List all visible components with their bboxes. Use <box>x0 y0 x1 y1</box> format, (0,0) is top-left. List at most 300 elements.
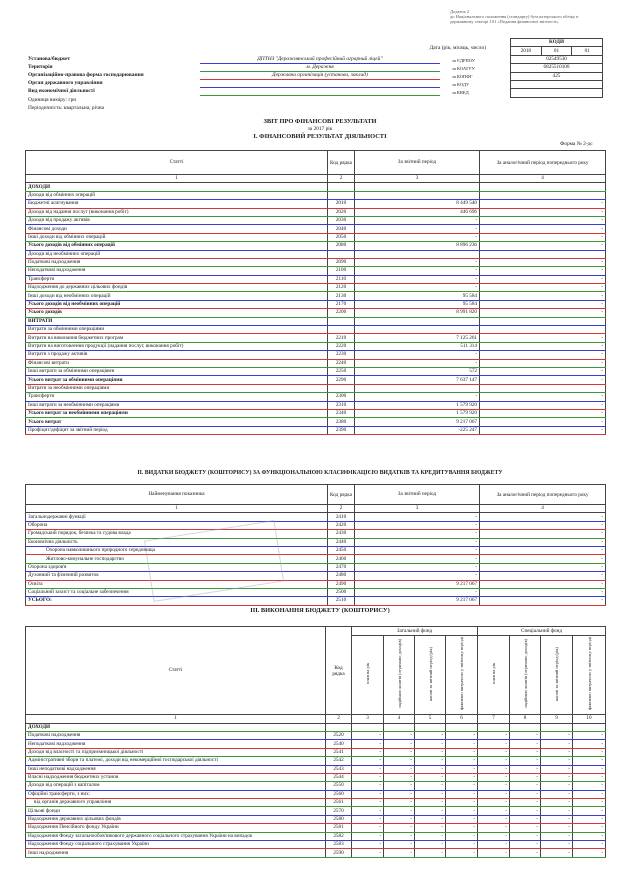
row-cell-value: - <box>573 757 606 765</box>
row-label: Охорона навколишнього природного середовища <box>26 546 328 554</box>
row-code: 2050 <box>328 233 355 241</box>
table-row <box>26 530 606 538</box>
row-cell-value: - <box>573 832 606 840</box>
row-cell-value: - <box>573 841 606 849</box>
row-cell-value: - <box>573 824 606 832</box>
row-cell-value: - <box>352 790 384 798</box>
row-cell-value: - <box>446 773 478 781</box>
section2-title: ІІ. ВИДАТКИ БЮДЖЕТУ (КОШТОРИСУ) ЗА ФУНКЦІОНАЛЬНОЮ КЛАСИФІКАЦІЄЮ ВИДАТКІВ ТА КРЕДИТУВАННЯ БЮДЖЕТУ <box>137 470 503 476</box>
table-row <box>26 546 606 554</box>
row-label: Усього доходів від необмінних операцій <box>26 300 328 308</box>
row-current-value: 8 991 820 <box>355 309 480 317</box>
row-cell-value: - <box>573 807 606 815</box>
row-code <box>328 317 355 325</box>
row-cell-value: - <box>510 824 541 832</box>
row-previous-value: - <box>480 580 606 588</box>
row-cell-value <box>415 723 446 731</box>
row-cell-value: - <box>541 773 573 781</box>
row-cell-value: - <box>352 849 384 857</box>
row-cell-value: - <box>541 782 573 790</box>
row-previous-value: - <box>480 426 606 434</box>
row-cell-value: - <box>478 782 510 790</box>
row-label: Соціальний захист та соціальне забезпечення <box>26 588 328 596</box>
row-previous-value: - <box>480 300 606 308</box>
row-code: 2390 <box>328 426 355 434</box>
row-previous-value: - <box>480 418 606 426</box>
row-cell-value: - <box>573 815 606 823</box>
row-previous-value: - <box>480 359 606 367</box>
row-cell-value: - <box>510 748 541 756</box>
row-label: ВИТРАТИ <box>26 317 328 325</box>
row-current-value: - <box>355 538 480 546</box>
row-cell-value: - <box>415 757 446 765</box>
row-cell-value: - <box>510 807 541 815</box>
row-label: Надходження Пенсійного фонду України <box>26 824 326 832</box>
row-label: Витрати на виконання бюджетних програм <box>26 334 328 342</box>
row-code: 2540 <box>326 740 352 748</box>
row-previous-value <box>480 250 606 258</box>
row-cell-value: - <box>446 731 478 739</box>
row-current-value <box>355 317 480 325</box>
t3-subheader <box>573 636 606 715</box>
row-code: 2490 <box>328 580 355 588</box>
corner-note <box>450 9 630 24</box>
org-field-label: Установа/бюджет <box>28 56 71 62</box>
row-label: Витрати з продажу активів <box>26 351 328 359</box>
row-cell-value: - <box>384 740 415 748</box>
row-code <box>328 326 355 334</box>
row-code: 2420 <box>328 521 355 529</box>
row-previous-value: - <box>480 367 606 375</box>
row-cell-value: - <box>415 782 446 790</box>
row-label: ДОХОДИ <box>26 183 328 191</box>
row-cell-value: - <box>384 773 415 781</box>
row-label: Витрати за обмінними операціями <box>26 326 328 334</box>
row-code: 2544 <box>326 773 352 781</box>
row-code: 2310 <box>328 401 355 409</box>
row-cell-value: - <box>541 748 573 756</box>
org-field-value: ДПТНЗ "Деражнянський професійний аграрний ліцей" <box>200 56 440 64</box>
row-cell-value: - <box>478 757 510 765</box>
row-label: Неподаткові надходження <box>26 740 326 748</box>
row-cell-value <box>446 723 478 731</box>
row-current-value: 7 125 261 <box>355 334 480 342</box>
code-koatuu: 6825510100 <box>511 64 603 72</box>
org-field-value <box>200 80 440 88</box>
row-cell-value: - <box>446 849 478 857</box>
row-cell-value: - <box>352 824 384 832</box>
row-cell-value: - <box>384 849 415 857</box>
table-row <box>26 326 606 334</box>
table-row <box>26 580 606 588</box>
row-cell-value: - <box>510 841 541 849</box>
row-cell-value: - <box>573 773 606 781</box>
row-label: Загальнодержавні функції <box>26 513 328 521</box>
t3-header-code: Код рядка <box>326 627 352 715</box>
row-cell-value: - <box>510 782 541 790</box>
row-code: 2080 <box>328 242 355 250</box>
row-cell-value: - <box>573 740 606 748</box>
code-kopfg: 425 <box>511 72 603 80</box>
row-code: 2170 <box>328 300 355 308</box>
row-label: Податкові надходження <box>26 731 326 739</box>
table-row <box>26 401 606 409</box>
table-row <box>26 284 606 292</box>
row-code: 2020 <box>328 208 355 216</box>
row-previous-value: - <box>480 597 606 605</box>
row-cell-value: - <box>446 832 478 840</box>
row-cell-value: - <box>541 824 573 832</box>
row-current-value: 511 314 <box>355 342 480 350</box>
row-cell-value: - <box>446 790 478 798</box>
t3-header-statti: Статті <box>26 627 326 715</box>
table-row <box>26 292 606 300</box>
t2-colnum-4: 4 <box>480 505 606 513</box>
row-label: Доходи від необмінних операцій <box>26 250 328 258</box>
row-cell-value: - <box>384 824 415 832</box>
row-cell-value: - <box>384 799 415 807</box>
row-label: Інші витрати за необмінними операціями <box>26 401 328 409</box>
row-previous-value: - <box>480 351 606 359</box>
row-label: Неподаткові надходження <box>26 267 328 275</box>
row-previous-value: - <box>480 284 606 292</box>
table-row <box>26 258 606 266</box>
table-row <box>26 393 606 401</box>
row-cell-value: - <box>541 757 573 765</box>
row-cell-value: - <box>573 765 606 773</box>
row-cell-value: - <box>541 807 573 815</box>
row-previous-value: - <box>480 521 606 529</box>
org-field-value: м. Деражня <box>200 64 440 72</box>
row-label: ДОХОДИ <box>26 723 326 731</box>
row-label: Надходження Фонду загальнообов'язкового державного соціального страхування України на випадок <box>26 832 326 840</box>
row-code <box>326 723 352 731</box>
row-cell-value: - <box>478 790 510 798</box>
row-code: 2582 <box>326 832 352 840</box>
row-cell-value: - <box>510 740 541 748</box>
row-cell-value <box>384 723 415 731</box>
table-row <box>26 200 606 208</box>
table-row <box>26 208 606 216</box>
table-row <box>26 317 606 325</box>
row-current-value <box>355 183 480 191</box>
row-code: 2110 <box>328 275 355 283</box>
row-code: 2010 <box>328 200 355 208</box>
row-cell-value: - <box>541 841 573 849</box>
row-cell-value: - <box>510 849 541 857</box>
row-cell-value: - <box>415 832 446 840</box>
row-cell-value: - <box>573 799 606 807</box>
row-label: УСЬОГО: <box>26 597 328 605</box>
row-label: Інші неподаткові надходження <box>26 765 326 773</box>
row-cell-value: - <box>478 765 510 773</box>
row-code <box>328 384 355 392</box>
row-cell-value: - <box>352 782 384 790</box>
row-cell-value: - <box>384 841 415 849</box>
row-label: Усього доходів <box>26 309 328 317</box>
t3-subheader-text: фактично витрачено у звітному періоді <box>586 637 592 711</box>
t3-subheader <box>446 636 478 715</box>
row-current-value: - <box>355 284 480 292</box>
table-row <box>26 418 606 426</box>
row-current-value: 9 217 067 <box>355 418 480 426</box>
row-code: 2040 <box>328 225 355 233</box>
row-label: Духовний та фізичний розвиток <box>26 572 328 580</box>
code-edrpou: 02549530 <box>511 55 603 63</box>
row-code: 2410 <box>328 513 355 521</box>
row-code: 2430 <box>328 530 355 538</box>
row-label: Житлово-комунальне господарство <box>26 555 328 563</box>
row-code: 2290 <box>328 376 355 384</box>
t2-header-code: Код рядка <box>328 485 355 505</box>
date-month: 01 <box>541 47 572 55</box>
table-row <box>26 773 606 781</box>
row-code: 2543 <box>326 765 352 773</box>
row-cell-value: - <box>352 740 384 748</box>
row-label: Інші доходи від необмінних операцій <box>26 292 328 300</box>
row-current-value: - <box>355 351 480 359</box>
row-code: 2510 <box>328 597 355 605</box>
table-row <box>26 351 606 359</box>
t3-colnum: 7 <box>478 715 510 723</box>
row-label: Усього витрат за обмінними операціями <box>26 376 328 384</box>
date-year: 2018 <box>511 47 542 55</box>
row-label: Трансферти <box>26 275 328 283</box>
row-code: 2550 <box>326 782 352 790</box>
row-cell-value: - <box>415 790 446 798</box>
row-cell-value: - <box>478 740 510 748</box>
row-previous-value: - <box>480 258 606 266</box>
table-row <box>26 191 606 199</box>
table-row <box>26 242 606 250</box>
row-cell-value: - <box>478 731 510 739</box>
t3-subheader <box>478 636 510 715</box>
table-row <box>26 555 606 563</box>
row-code: 2470 <box>328 563 355 571</box>
row-label: Цільові фонди <box>26 807 326 815</box>
financial-result-table <box>25 150 606 435</box>
row-code: 2500 <box>328 588 355 596</box>
t3-subheader-text: касові за звітний період (рік) <box>554 646 560 701</box>
row-cell-value: - <box>384 790 415 798</box>
row-label: Профіцит/дефіцит за звітний період <box>26 426 328 434</box>
row-code: 2583 <box>326 841 352 849</box>
row-cell-value <box>478 723 510 731</box>
t2-colnum-1: 1 <box>26 505 328 513</box>
row-cell-value: - <box>352 807 384 815</box>
table-row <box>26 359 606 367</box>
row-label: Фінансові доходи <box>26 225 328 233</box>
form-number: Форма № 2-дс <box>560 141 593 147</box>
budget-expenditure-table <box>25 484 606 606</box>
row-previous-value: - <box>480 409 606 417</box>
row-code: 2561 <box>326 799 352 807</box>
row-current-value <box>355 250 480 258</box>
org-field-code-label: за КОПФГ <box>452 74 473 79</box>
row-cell-value: - <box>352 841 384 849</box>
row-code: 2090 <box>328 258 355 266</box>
row-label: Інші витрати за обмінними операціями <box>26 367 328 375</box>
row-code: 2200 <box>328 309 355 317</box>
row-current-value: - <box>355 521 480 529</box>
row-label: Доходи від надання послуг (виконання робіт) <box>26 208 328 216</box>
table-row <box>26 250 606 258</box>
row-label: Власні надходження бюджетних установ <box>26 773 326 781</box>
row-code: 2030 <box>328 216 355 224</box>
row-code: 2450 <box>328 546 355 554</box>
row-code: 2580 <box>326 815 352 823</box>
t3-colnum: 4 <box>384 715 415 723</box>
t3-subheader <box>384 636 415 715</box>
row-cell-value: - <box>446 748 478 756</box>
row-cell-value: - <box>478 773 510 781</box>
org-field-label: Орган державного управління <box>28 80 103 86</box>
row-label: Доходи від операцій з капіталом <box>26 782 326 790</box>
row-cell-value: - <box>352 731 384 739</box>
row-cell-value: - <box>352 757 384 765</box>
t2-colnum-3: 3 <box>355 505 480 513</box>
row-previous-value: - <box>480 200 606 208</box>
table-row <box>26 824 606 832</box>
table-row <box>26 790 606 798</box>
row-current-value <box>355 326 480 334</box>
row-cell-value: - <box>541 731 573 739</box>
row-previous-value: - <box>480 555 606 563</box>
row-cell-value: - <box>478 849 510 857</box>
row-current-value: 9 217 067 <box>355 597 480 605</box>
row-cell-value: - <box>478 815 510 823</box>
row-cell-value: - <box>446 824 478 832</box>
row-label: Інші доходи від обмінних операцій <box>26 233 328 241</box>
table-row <box>26 765 606 773</box>
t1-header-previous: За аналогічний період попереднього року <box>480 151 606 175</box>
row-cell-value: - <box>446 757 478 765</box>
row-label: Усього витрат <box>26 418 328 426</box>
row-previous-value: - <box>480 208 606 216</box>
t1-colnum-4: 4 <box>480 175 606 183</box>
t1-header-code: Код рядка <box>328 151 355 175</box>
row-cell-value: - <box>446 841 478 849</box>
units-label: Одиниця виміру: грн <box>28 97 77 103</box>
row-cell-value: - <box>446 782 478 790</box>
row-previous-value <box>480 191 606 199</box>
row-previous-value <box>480 326 606 334</box>
row-cell-value: - <box>415 815 446 823</box>
table-row <box>26 538 606 546</box>
row-cell-value: - <box>352 765 384 773</box>
table-row <box>26 748 606 756</box>
row-previous-value: - <box>480 538 606 546</box>
row-cell-value: - <box>352 748 384 756</box>
t1-colnum-3: 3 <box>355 175 480 183</box>
table-row <box>26 367 606 375</box>
table-row <box>26 757 606 765</box>
row-cell-value: - <box>384 807 415 815</box>
row-label: Охорона здоров'я <box>26 563 328 571</box>
row-cell-value: - <box>352 773 384 781</box>
row-current-value: - <box>355 359 480 367</box>
row-cell-value: - <box>478 799 510 807</box>
row-label: Громадський порядок, безпека та судова влада <box>26 530 328 538</box>
t3-subheader <box>541 636 573 715</box>
row-label: Трансферти <box>26 393 328 401</box>
row-cell-value: - <box>415 748 446 756</box>
row-current-value: 446 696 <box>355 208 480 216</box>
row-current-value <box>355 384 480 392</box>
row-code: 2542 <box>326 757 352 765</box>
row-current-value: - <box>355 513 480 521</box>
row-cell-value: - <box>541 790 573 798</box>
t3-subheader-text: план на рік <box>365 663 370 685</box>
row-label: Доходи від власності та підприємницької діяльності <box>26 748 326 756</box>
t2-colnum-2: 2 <box>328 505 355 513</box>
row-cell-value: - <box>573 782 606 790</box>
row-label: Оборона <box>26 521 328 529</box>
t1-colnum-1: 1 <box>26 175 328 183</box>
table-row <box>26 841 606 849</box>
t1-header-current: За звітний період <box>355 151 480 175</box>
table-row <box>26 782 606 790</box>
row-label: Надходження державних цільових фондів <box>26 815 326 823</box>
row-cell-value: - <box>384 731 415 739</box>
row-code: 2210 <box>328 334 355 342</box>
row-current-value: - <box>355 555 480 563</box>
t1-colnum-2: 2 <box>328 175 355 183</box>
row-previous-value: - <box>480 588 606 596</box>
row-code: 2100 <box>328 267 355 275</box>
table-row <box>26 597 606 605</box>
row-cell-value: - <box>573 731 606 739</box>
row-cell-value: - <box>384 757 415 765</box>
t2-header-current: За звітний період <box>355 485 480 505</box>
row-cell-value: - <box>415 807 446 815</box>
org-field-code-label: за КОДУ <box>452 82 470 87</box>
row-previous-value: - <box>480 572 606 580</box>
t3-colnum: 3 <box>352 715 384 723</box>
row-cell-value: - <box>573 748 606 756</box>
row-previous-value: - <box>480 216 606 224</box>
corner-note-line1: Додаток 2 <box>450 9 470 14</box>
row-cell-value: - <box>415 773 446 781</box>
row-cell-value: - <box>510 790 541 798</box>
row-cell-value: - <box>352 832 384 840</box>
row-cell-value: - <box>478 841 510 849</box>
row-cell-value: - <box>352 815 384 823</box>
row-label: Витрати на виготовлення продукції (надання послуг, виконання робіт) <box>26 342 328 350</box>
row-label: Освіта <box>26 580 328 588</box>
periodicity-label: Періодичність: квартальна, річна <box>28 105 105 111</box>
row-cell-value: - <box>384 765 415 773</box>
section1-title: І. ФІНАНСОВИЙ РЕЗУЛЬТАТ ДІЯЛЬНОСТІ <box>253 133 387 140</box>
org-field-label: Територія <box>28 64 53 70</box>
row-label: Податкові надходження <box>26 258 328 266</box>
row-cell-value: - <box>510 757 541 765</box>
row-previous-value: - <box>480 225 606 233</box>
t3-colnum: 6 <box>446 715 478 723</box>
row-previous-value: - <box>480 292 606 300</box>
row-label: Інші надходження <box>26 849 326 857</box>
table-row <box>26 267 606 275</box>
row-label: Доходи від продажу активів <box>26 216 328 224</box>
row-code: 2590 <box>326 849 352 857</box>
table-row <box>26 426 606 434</box>
row-current-value: 8 449 540 <box>355 200 480 208</box>
table-row <box>26 588 606 596</box>
table-row <box>26 799 606 807</box>
t3-header-special-fund: Спеціальний фонд <box>478 627 606 636</box>
row-code: 2440 <box>328 538 355 546</box>
codes-title: КОДИ <box>511 39 603 47</box>
